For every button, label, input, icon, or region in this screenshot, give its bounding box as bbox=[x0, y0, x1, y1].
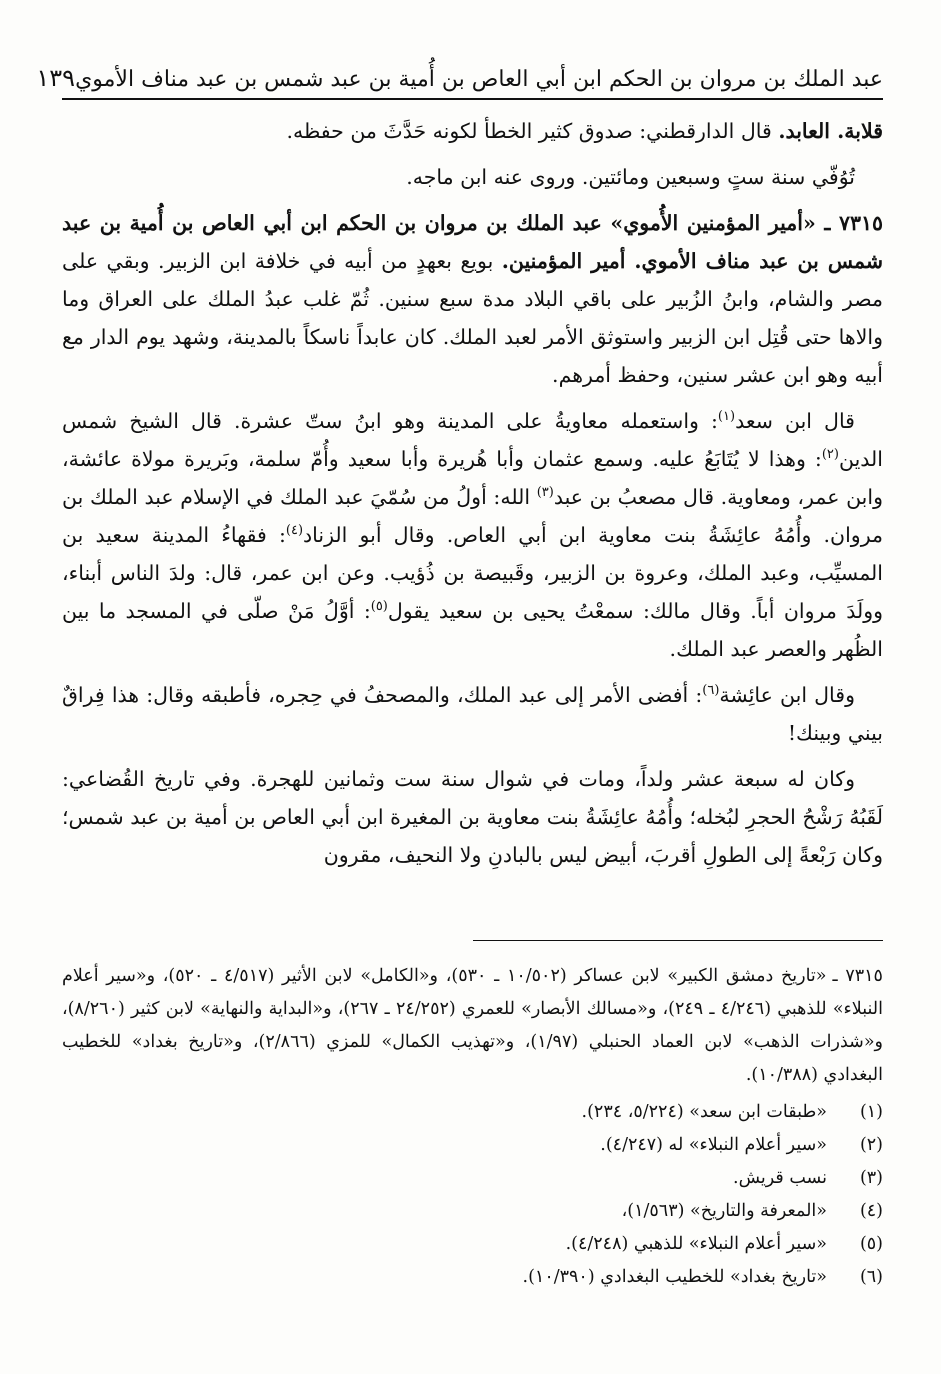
sources-note-text: «تاريخ دمشق الكبير» لابن عساكر (١٠/٥٠٢ ـ ٥٣٠)، و«الكامل» لابن الأثير (٤/٥١٧ ـ ٥٢٠)، و«سير أعلام النبلاء» للذهبي (٤/٢٤٦ ـ ٢٤٩)، و«مسالك الأبصار» للعمري (٢٤/٢٥٢ ـ ٢٦٧)، و«البداية والنهاية» لابن كثير (٨/٢٦٠)، و«شذرات الذهب» لابن العماد الحنبلي (١/٩٧)، و«تهذيب الكمال» للمزي (٢/٨٦٦)، و«تاريخ بغداد» للخطيب البغدادي (١٠/٣٨٨). bbox=[62, 966, 884, 1085]
footnote-number: (٤) bbox=[859, 1201, 883, 1221]
footnote-number: (٣) bbox=[859, 1168, 883, 1188]
paragraph-ibn-aisha: وقال ابن عائِشة$^{(٦)}$: أفضى الأمر إلى عبد الملك، والمصحفُ في حِجره، فأطبقه وقال: هذا فِراقٌ بيني وبينك! bbox=[62, 683, 883, 745]
page-header bbox=[36, 52, 883, 100]
bold-lead: قلابة. العابد. bbox=[778, 119, 883, 143]
paragraph-continuation: قلابة. العابد. قال الدارقطني: صدوق كثير الخطأ لكونه حَدَّثَ من حفظه. bbox=[286, 119, 883, 143]
footnote-separator bbox=[473, 940, 883, 941]
entry-body: بويع بعهدٍ من أبيه في خلافة ابن الزبير. وبقي على مصر والشام، وابنُ الزُبير على باقي البلاد مدة سبع سنين. ثُمّ غلب عبدُ الملك على العراق وما والاها حتى قُتِل ابن الزبير واستوثق الأمر لعبد الملك. كان عابداً ناسكاً بالمدينة، وشهد يوم الدار مع أبيه وهو ابن عشر سنين، وحفظ أمرهم. bbox=[62, 249, 883, 387]
footnote-ref-3: (٣) bbox=[536, 485, 554, 501]
footnote bbox=[62, 1096, 883, 1129]
footnote-ref-5: (٥) bbox=[370, 599, 388, 615]
footnote-text: «سير أعلام النبلاء» له (٤/٢٤٧). bbox=[600, 1135, 827, 1155]
footnotes-area bbox=[62, 960, 883, 1294]
footnote-number: (٥) bbox=[859, 1234, 883, 1254]
footnote-ref-1: (١) bbox=[717, 409, 736, 425]
footnote bbox=[62, 1228, 883, 1261]
footnote bbox=[62, 1162, 883, 1195]
footnote bbox=[62, 1261, 883, 1294]
footnote-text: «تاريخ بغداد» للخطيب البغدادي (١٠/٣٩٠). bbox=[522, 1267, 827, 1287]
footnote-text: نسب قريش. bbox=[733, 1168, 827, 1188]
page-number: ١٣٩ bbox=[36, 64, 76, 92]
footnote-text: «سير أعلام النبلاء» للذهبي (٤/٢٤٨). bbox=[565, 1234, 827, 1254]
entry-7315 bbox=[62, 204, 883, 394]
footnote-ref-2: (٢) bbox=[821, 447, 839, 463]
footnote-ref-4: (٤) bbox=[285, 523, 304, 539]
footnote-text: «طبقات ابن سعد» (٥/٢٢٤، ٢٣٤). bbox=[581, 1102, 827, 1122]
paragraph-ibn-saad: قال ابن سعد$^{(١)}$: واستعمله معاويةُ على المدينة وهو ابنُ ستّ عشرة. قال الشيخ شمس الدين$^{(٢)}$: وهذا لا يُتَابَعُ عليه. وسمع عثمان وأبا هُريرة وأبا سعيد وأُمّ سلمة، وبَريرة مولاة عائشة، وابن عمر، ومعاوية. قال مصعبُ بن عبد$^{(٣)}$ الله: أولُ من سُمّيَ عبد الملك في الإسلام عبد الملك بن مروان. وأُمُهُ عائِشَةُ بنت معاوية ابن أبي العاص. وقال أبو الزناد$^{(٤)}$: فقهاءُ المدينة سعيد بن المسيِّب، وعبد الملك، وعروة بن الزبير، وقَبيصة بن ذُؤيب. وعن ابن عمر، قال: ولدَ الناس أبناء، وولَدَ مروان أباً. وقال مالك: سمعْتُ يحيى بن سعيد يقول$^{(٥)}$: أوَّلُ مَنْ صلّى في المسجد ما بين الظُهر والعصر عبد الملك. bbox=[62, 409, 884, 661]
sources-note-number: ٧٣١٥ ـ bbox=[832, 966, 883, 986]
footnote-number: (٦) bbox=[859, 1267, 883, 1287]
paragraph-children: وكان له سبعة عشر ولداً، ومات في شوال سنة ست وثمانين للهجرة. وفي تاريخ القُضاعي: لَقَبُهُ رَشْحُ الحجرِ لبُخله؛ وأُمُهُ عائِشَةُ بنت معاوية بن المغيرة ابن أبي العاص بن أمية بن عبد شمس؛ وكان رَبْعةً إلى الطولِ أقربَ، أبيض ليس بالبادنِ ولا النحيف، مقرون bbox=[62, 767, 883, 867]
footnote bbox=[62, 1129, 883, 1162]
footnote-number: (٢) bbox=[859, 1135, 883, 1155]
entry-heading: ٧٣١٥ ـ «أمير المؤمنين الأُموي» عبد الملك بن مروان بن الحكم ابن أبي العاص بن أُمية بن عبد شمس بن عبد مناف الأموي. أمير المؤمنين. bbox=[62, 211, 883, 273]
footnote-text: «المعرفة والتاريخ» (١/٥٦٣)، bbox=[621, 1201, 827, 1221]
paragraph-death: تُوُفّي سنة ستٍ وسبعين ومائتين. وروى عنه ابن ماجه. bbox=[406, 165, 855, 189]
footnote-number: (١) bbox=[859, 1102, 883, 1122]
sources-note bbox=[62, 960, 883, 1092]
main-text bbox=[62, 112, 883, 882]
running-title: عبد الملك بن مروان بن الحكم ابن أبي العاص بن أُمية بن عبد شمس بن عبد مناف الأموي bbox=[75, 67, 883, 92]
footnote-ref-6: (٦) bbox=[702, 683, 720, 699]
footnote bbox=[62, 1195, 883, 1228]
